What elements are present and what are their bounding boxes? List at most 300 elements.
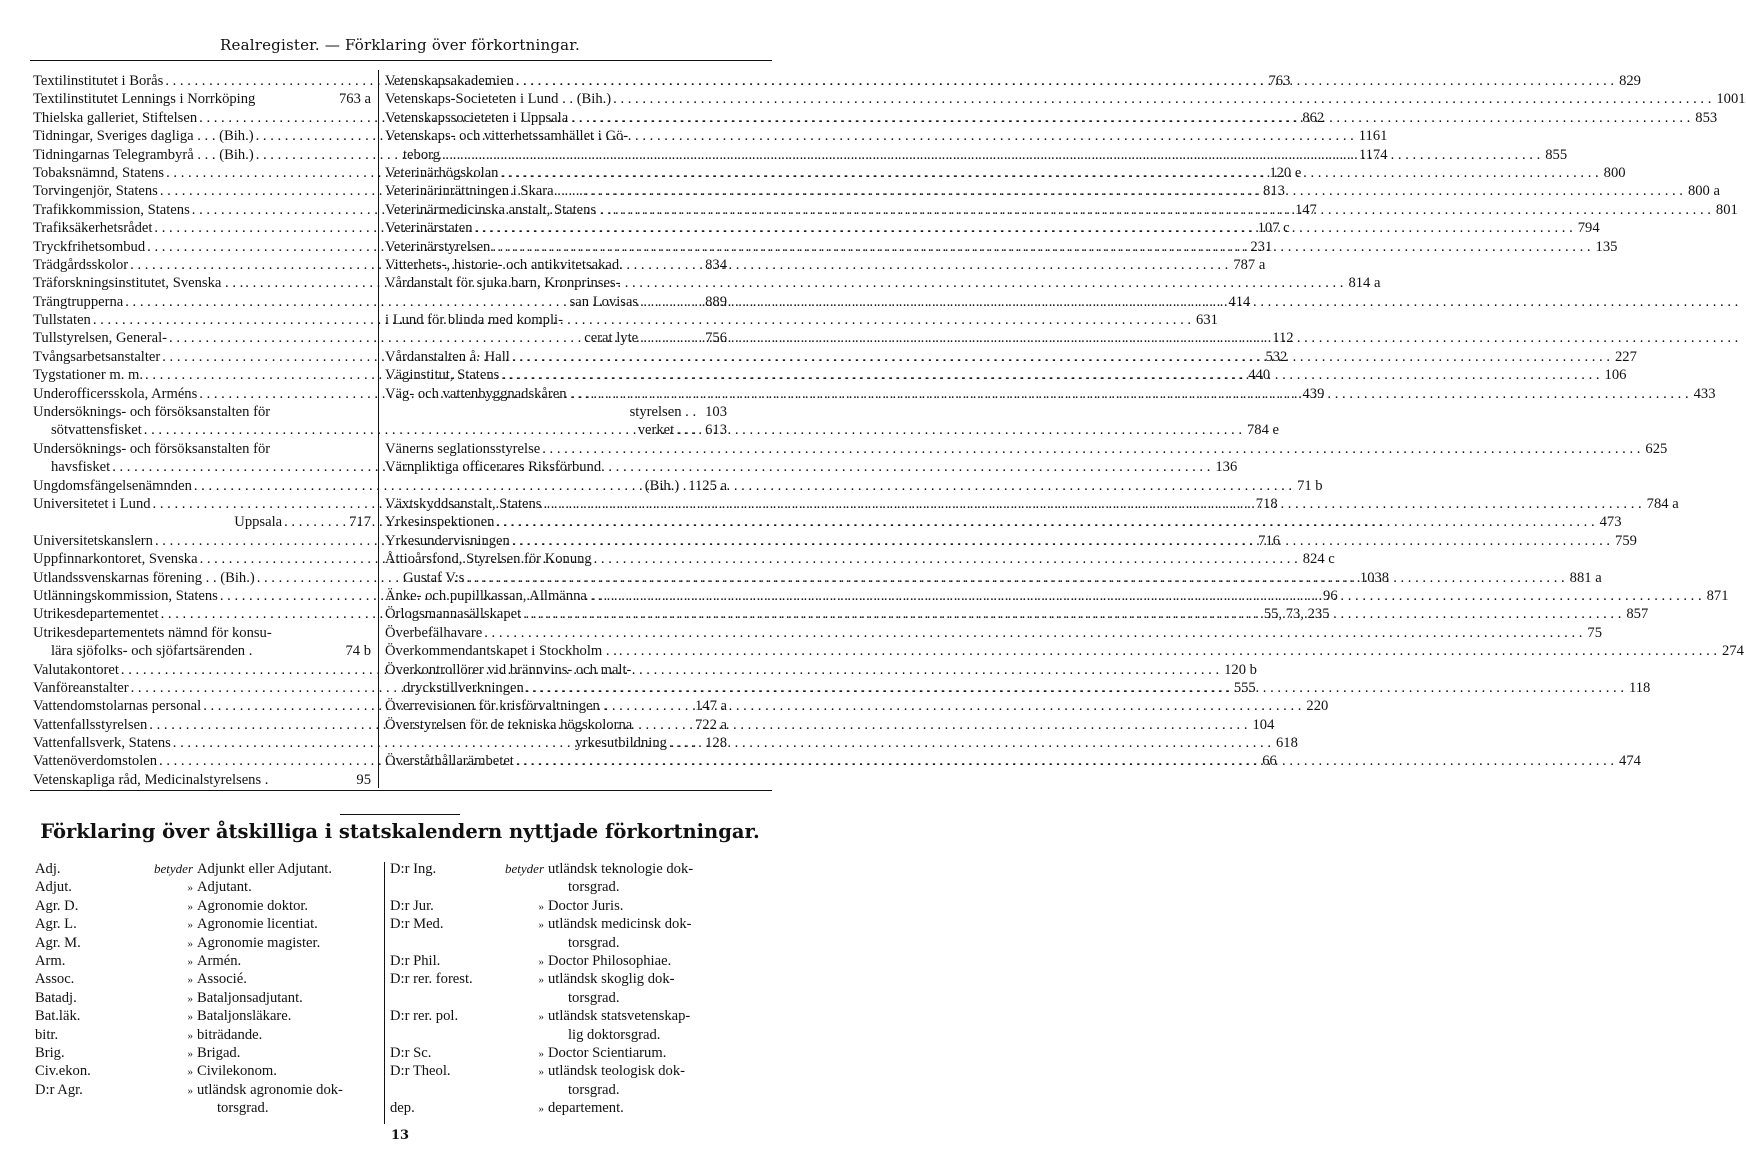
- abbreviation-row: [35, 860, 380, 878]
- abbreviation-row: [35, 897, 380, 915]
- entry-name: yrkesutbildning . . . .: [575, 735, 697, 752]
- abbreviation: D:r Jur.: [390, 897, 434, 914]
- abbreviation: D:r Theol.: [390, 1063, 451, 1080]
- leader-dots: [510, 348, 1612, 366]
- entry-name: i Lund för blinda med kompli-: [385, 312, 563, 329]
- entry-name: Väginstitut, Statens: [385, 367, 500, 384]
- entry-page: 618: [1275, 735, 1298, 752]
- leader-dots: [201, 697, 1303, 715]
- entry-name: (Bih.): [644, 477, 680, 494]
- abbreviation: bitr.: [35, 1026, 59, 1043]
- entry-page: 1161: [1358, 128, 1388, 145]
- entry-name: Tidningarnas Telegrambyrå . . . (Bih.): [33, 146, 254, 163]
- abbreviation-meaning: departement.: [548, 1100, 624, 1117]
- entry-name: Veterinärhögskolan: [385, 164, 499, 181]
- ditto-mark: »: [187, 1029, 193, 1042]
- entry-page: 1001: [1716, 91, 1746, 108]
- entry-name: verket . . .: [637, 422, 697, 439]
- register-entry: [385, 421, 727, 439]
- abbreviation: Civ.ekon.: [35, 1063, 91, 1080]
- ditto-mark: »: [538, 1011, 544, 1024]
- abbreviations-title: Förklaring över åtskilliga i statskalendern nyttjade förkortningar.: [40, 820, 760, 843]
- leader-dots: [521, 605, 1623, 623]
- entry-name: Överrevisionen för krisförvaltningen .: [385, 698, 608, 715]
- abbreviation-meaning: utländsk statsvetenskap-: [548, 1008, 691, 1025]
- entry-name: lära sjöfolks- och sjöfartsärenden .: [51, 643, 253, 660]
- ditto-mark-cell: [115, 989, 197, 1007]
- leader-dots: [494, 513, 1596, 531]
- leader-dots: [440, 146, 1542, 164]
- abbreviation-meaning: utländsk teologisk dok-: [548, 1063, 686, 1080]
- abbreviation: [390, 1026, 498, 1044]
- ditto-mark: »: [187, 992, 193, 1005]
- ditto-mark: »: [187, 974, 193, 987]
- entry-page: 474: [1619, 753, 1641, 770]
- entry-name: Utrikesdepartementets nämnd för konsu-: [33, 624, 272, 641]
- entry-page: 103: [705, 404, 727, 421]
- ditto-mark: »: [187, 1084, 193, 1097]
- entry-page: 147 a: [694, 698, 727, 715]
- abbreviation: D:r rer. pol.: [390, 1008, 459, 1025]
- entry-page: 106: [1604, 367, 1627, 384]
- entry-page: 613: [705, 422, 727, 439]
- abbreviation: D:r Sc.: [390, 1044, 432, 1061]
- abbreviation-row: [390, 897, 735, 915]
- ditto-mark-cell: [115, 1044, 197, 1062]
- entry-page: 147: [1294, 201, 1317, 218]
- ditto-mark: »: [538, 919, 544, 932]
- ditto-mark-cell: [498, 952, 548, 970]
- leader-dots: [498, 164, 1600, 182]
- abbreviation: Assoc.: [35, 971, 75, 988]
- entry-page: 1038: [1359, 569, 1390, 586]
- abbreviation: Batadj.: [35, 989, 77, 1006]
- ditto-mark-cell: [115, 934, 197, 952]
- ditto-mark-cell: [498, 1007, 548, 1025]
- ditto-mark: »: [187, 1011, 193, 1024]
- entry-name: Vitterhets-, historie- och antikvitetsakad.: [385, 256, 623, 273]
- ditto-mark: »: [538, 900, 544, 913]
- abbreviation-meaning: Doctor Philosophiae.: [548, 952, 672, 969]
- entry-page: 857: [1626, 606, 1649, 623]
- entry-page: 107 c: [1257, 220, 1290, 237]
- entry-name: Undersöknings- och försöksanstalten för: [33, 440, 271, 457]
- ditto-mark-cell: [115, 970, 197, 988]
- entry-name: Vårdanstalten å· Hall: [385, 348, 510, 365]
- ditto-mark: »: [187, 900, 193, 913]
- abbreviation-row: [35, 952, 380, 970]
- entry-page: 74 b: [345, 643, 371, 660]
- blank-cell: [498, 1081, 548, 1099]
- blank-cell: [498, 878, 548, 896]
- register-entry: [385, 440, 1668, 458]
- entry-name: Uppsala: [234, 514, 283, 531]
- register-entry: [385, 513, 1622, 531]
- entry-name: Tidningar, Sveriges dagliga . . . (Bih.): [33, 128, 254, 145]
- abbreviation: [390, 1081, 498, 1099]
- entry-page: 722 a: [694, 716, 727, 733]
- entry-name: Veterinärstyrelsen: [385, 238, 491, 255]
- blank-cell: [115, 1099, 197, 1117]
- entry-page: 227: [1615, 348, 1637, 365]
- entry-name: Tryckfrihetsombud: [33, 238, 146, 255]
- abbreviation-meaning: Adjunkt eller Adjutant.: [197, 861, 332, 877]
- entry-page: 759: [1615, 532, 1637, 549]
- leader-dots: [524, 679, 1626, 697]
- register-entry: [33, 90, 371, 108]
- abbreviation-meaning: Associé.: [197, 971, 247, 988]
- abbreviation-meaning: Civilekonom.: [197, 1063, 277, 1080]
- ditto-mark-cell: [498, 1099, 548, 1117]
- leader-dots: [490, 238, 1592, 256]
- register-entry: [33, 513, 371, 531]
- abbreviation-row: [390, 915, 735, 933]
- entry-page: 274: [1722, 643, 1744, 660]
- leader-dots: [514, 752, 1616, 770]
- entry-page: 784 e: [1246, 422, 1280, 439]
- leader-dots: [192, 477, 1294, 495]
- abbreviations-column-left: [35, 860, 380, 1117]
- abbreviation-row: [390, 970, 735, 988]
- blank-cell: [498, 1026, 548, 1044]
- leader-dots: [588, 385, 1690, 403]
- register-entry: [385, 403, 727, 421]
- ditto-mark: »: [538, 955, 544, 968]
- entry-name: Trädgårdsskolor: [33, 256, 129, 273]
- ditto-mark-cell: [115, 878, 197, 896]
- entry-name: Vetenskapliga råd, Medicinalstyrelsens .: [33, 771, 269, 788]
- entry-name: Överstyrelsen för de tekniska högskolorna: [385, 716, 633, 733]
- entry-page: 800 a: [1687, 183, 1720, 200]
- abbreviation-row: [35, 915, 380, 933]
- abbreviation-meaning: Agronomie magister.: [197, 934, 321, 951]
- entry-page: 800: [1603, 164, 1626, 181]
- entry-page: 829: [1619, 73, 1641, 89]
- abbreviation-meaning: Doctor Scientiarum.: [548, 1044, 667, 1061]
- abbreviation: D:r Med.: [390, 916, 444, 933]
- entry-name: Örlogsmannasällskapet: [385, 606, 522, 623]
- abbreviation: [35, 1099, 115, 1117]
- entry-page: 118: [1628, 679, 1651, 696]
- entry-name: Trängtrupperna: [33, 293, 124, 310]
- entry-name: Änke- och pupillkassan, Allmänna . .: [385, 587, 602, 604]
- abbreviation: Brig.: [35, 1044, 65, 1061]
- register-entry: [33, 403, 371, 421]
- leader-dots: [482, 624, 1584, 642]
- entry-page: 834: [705, 256, 727, 273]
- entry-page: 231: [1250, 238, 1273, 255]
- entry-page: 763: [1268, 73, 1291, 89]
- abbreviation-meaning: Armén.: [197, 952, 242, 969]
- register-entry: [385, 311, 727, 329]
- ditto-mark: »: [187, 937, 193, 950]
- ditto-mark: »: [538, 1103, 544, 1116]
- entry-page: 433: [1693, 385, 1716, 402]
- entry-name: Tullstyrelsen, General-: [33, 330, 168, 347]
- entry-page: 55, 73, 235: [1263, 606, 1330, 623]
- leader-dots: [514, 72, 1616, 90]
- leader-dots: [601, 587, 1703, 605]
- entry-name: havsfisket: [51, 459, 111, 476]
- short-rule: [340, 814, 460, 815]
- ditto-mark-cell: [498, 915, 548, 933]
- entry-name: sötvattensfisket: [51, 422, 142, 439]
- abbreviation: D:r Agr.: [35, 1081, 83, 1098]
- entry-page: 120 e: [1269, 164, 1302, 181]
- abbreviation-meaning: Adjutant.: [197, 879, 252, 896]
- abbreviation-meaning: Bataljonsläkare.: [197, 1008, 292, 1025]
- leader-dots: [590, 109, 1692, 127]
- abbreviation-meaning: utländsk skoglig dok-: [548, 971, 675, 988]
- entry-name: cerat lyte: [584, 330, 639, 347]
- abbreviation-meaning: torsgrad.: [568, 1081, 620, 1098]
- abbreviation-row: [35, 989, 380, 1007]
- abbreviation: Agr. D.: [35, 897, 79, 914]
- abbreviation-row: [390, 1026, 735, 1044]
- entry-name: Trafiksäkerhetsrådet: [33, 220, 153, 237]
- entry-name: Valutakontoret: [33, 661, 119, 678]
- abbreviation-row: [35, 1026, 380, 1044]
- abbreviations-column-right: [390, 860, 735, 1117]
- entry-name: Textilinstitutet i Borås: [33, 73, 164, 89]
- entry-name: Tvångsarbetsanstalter: [33, 348, 161, 365]
- register-entry: [385, 127, 727, 145]
- entry-page: 756: [705, 330, 727, 347]
- entry-name: Ungdomsfängelsenämnden: [33, 477, 192, 494]
- page-number: 13: [390, 1128, 410, 1143]
- leader-dots: [611, 201, 1713, 219]
- ditto-mark-cell: [498, 1044, 548, 1062]
- entry-name: Undersöknings- och försöksanstalten för: [33, 404, 271, 421]
- abbreviation-row: [390, 989, 735, 1007]
- register-entry: [385, 734, 727, 752]
- abbreviation-row: [35, 1099, 380, 1117]
- abbreviation: [390, 878, 498, 896]
- abbreviation-meaning: torsgrad.: [568, 934, 620, 951]
- entry-name: Vattenfallsstyrelsen: [33, 716, 148, 733]
- entry-name: Thielska galleriet, Stiftelsen: [33, 109, 198, 126]
- abbreviation: D:r rer. forest.: [390, 971, 473, 988]
- blank-cell: [498, 934, 548, 952]
- abbreviation: [390, 934, 498, 952]
- ditto-mark: »: [187, 1047, 193, 1060]
- entry-name: Värnpliktiga officerares Riksförbund: [385, 459, 602, 476]
- register-entry: [385, 274, 727, 292]
- entry-name: Vetenskapsakademien: [385, 73, 514, 89]
- entry-name: san Lovisas: [569, 293, 639, 310]
- register-entry: [33, 440, 371, 458]
- abbreviation-meaning: Brigad.: [197, 1044, 241, 1061]
- abbreviation-row: [390, 1062, 735, 1080]
- abbreviation-meaning: utländsk agronomie dok-: [197, 1081, 343, 1098]
- entry-page: 855: [1545, 146, 1568, 163]
- register-entry: [33, 771, 371, 789]
- ditto-mark: »: [538, 974, 544, 987]
- register-entry: [385, 642, 1744, 660]
- entry-name: teborg: [403, 146, 441, 163]
- entry-name: Överbefälhavare: [385, 624, 483, 641]
- entry-name: Vetenskaps- och vitterhetssamhället i Gö-: [385, 128, 629, 145]
- entry-page: 871: [1706, 587, 1729, 604]
- entry-page: 824 c: [1302, 551, 1335, 568]
- leader-dots: [638, 329, 702, 347]
- entry-name: Väg- och vattenbyggnadskåren . . .: [385, 385, 589, 402]
- abbreviation-row: [390, 1007, 735, 1025]
- abbreviations-divider: [384, 862, 385, 1124]
- abbreviation-meaning: Bataljonsadjutant.: [197, 989, 303, 1006]
- entry-page: 716: [1258, 532, 1281, 549]
- entry-name: Vänerns seglationsstyrelse: [385, 440, 541, 457]
- leader-dots: [282, 513, 346, 531]
- register-entry: [385, 256, 727, 274]
- header-rule: [30, 60, 772, 61]
- entry-name: Universitetskanslern: [33, 532, 153, 549]
- entry-page: 532: [1265, 348, 1288, 365]
- entry-page: 801: [1715, 201, 1738, 218]
- entry-page: 862: [1302, 109, 1325, 126]
- entry-name: Utrikesdepartementet: [33, 606, 159, 623]
- register-entry: [33, 642, 371, 660]
- entry-name: Vetenskapssocieteten i Uppsala . . .: [385, 109, 591, 126]
- entry-name: Vetenskaps-Societeten i Lund . . (Bih.): [385, 91, 612, 108]
- entry-page: 787 a: [1233, 256, 1266, 273]
- abbreviation-row: [390, 1044, 735, 1062]
- entry-name: Vattenfallsverk, Statens: [33, 735, 171, 752]
- entry-page: 555: [1233, 679, 1256, 696]
- abbreviation-meaning: utländsk teknologie dok-: [548, 861, 694, 877]
- register-entry: [385, 329, 727, 347]
- abbreviation-meaning: Agronomie doktor.: [197, 897, 309, 914]
- abbreviation-row: [390, 878, 735, 896]
- entry-page: 473: [1599, 514, 1622, 531]
- leader-dots: [464, 569, 1566, 587]
- entry-page: 66: [1262, 753, 1277, 770]
- leader-dots: [611, 90, 1713, 108]
- register-entry: [33, 624, 371, 642]
- entry-page: 631: [1196, 312, 1218, 329]
- betyder-label: betyder: [505, 861, 544, 876]
- entry-name: Gustaf V:s: [403, 569, 465, 586]
- leader-dots: [638, 293, 702, 311]
- leader-dots: [583, 182, 1685, 200]
- abbreviation-meaning: utländsk medicinsk dok-: [548, 916, 692, 933]
- entry-name: Överkontrollörer vid brännvins- och malt-: [385, 661, 632, 678]
- entry-page: 135: [1595, 238, 1618, 255]
- ditto-mark-cell: [115, 1026, 197, 1044]
- register-entry: [385, 697, 727, 715]
- abbreviation-row: [35, 1062, 380, 1080]
- entry-page: 220: [1306, 698, 1329, 715]
- entry-name: Torvingenjör, Statens: [33, 183, 158, 200]
- ditto-mark-cell: [115, 915, 197, 933]
- leader-dots: [510, 532, 1612, 550]
- abbreviation-meaning: torsgrad.: [568, 989, 620, 1006]
- ditto-mark: »: [538, 1066, 544, 1079]
- leader-dots: [499, 366, 1601, 384]
- entry-page: 75: [1587, 624, 1603, 641]
- entry-page: 794: [1577, 220, 1600, 237]
- entry-page: 104: [1252, 716, 1275, 733]
- leader-dots: [540, 440, 1642, 458]
- abbreviation-row: [390, 934, 735, 952]
- abbreviation-row: [35, 1007, 380, 1025]
- entry-name: Tobaksnämnd, Statens: [33, 164, 165, 181]
- register-entry: [385, 624, 1603, 642]
- entry-page: 814 a: [1348, 275, 1381, 292]
- ditto-mark: »: [187, 882, 193, 895]
- abbreviation: dep.: [390, 1100, 415, 1117]
- ditto-mark-cell: [115, 1081, 197, 1099]
- abbreviation-row: [35, 878, 380, 896]
- betyder-label: betyder: [154, 861, 193, 876]
- entry-page: 889: [705, 293, 727, 310]
- register-entry: [385, 458, 727, 476]
- entry-page: 717: [349, 514, 371, 531]
- entry-page: 813: [1263, 183, 1285, 200]
- entry-name: Utlänningskommission, Statens: [33, 587, 218, 604]
- entry-page: 881 a: [1569, 569, 1602, 586]
- entry-page: 625: [1645, 440, 1668, 457]
- entry-name: styrelsen . .: [629, 404, 697, 421]
- abbreviation-meaning: torsgrad.: [568, 879, 620, 896]
- entry-page: 784 a: [1646, 495, 1679, 512]
- abbreviation-row: [390, 952, 735, 970]
- ditto-mark: »: [538, 1047, 544, 1060]
- abbreviation: Agr. M.: [35, 934, 81, 951]
- entry-page: 1174: [1358, 146, 1388, 163]
- entry-name: dryckstillverkningen: [403, 679, 524, 696]
- entry-name: Utlandssvenskarnas förening . . (Bih.): [33, 569, 255, 586]
- entry-name: Veterinärmedicinska anstalt, Statens . .: [385, 201, 611, 218]
- ditto-mark-cell: [498, 970, 548, 988]
- entry-page: 96: [1323, 587, 1338, 604]
- ditto-mark-cell: [498, 897, 548, 915]
- entry-name: Åttioårsfond, Styrelsen för Konung: [385, 551, 592, 568]
- leader-dots: [198, 550, 1300, 568]
- abbreviation-row: [390, 1081, 735, 1099]
- abbreviation-meaning: Doctor Juris.: [548, 897, 624, 914]
- page-header: Realregister. — Förklaring över förkortningar.: [220, 36, 580, 54]
- abbreviation-row: [390, 1099, 735, 1117]
- entry-name: Vanföreanstalter: [33, 679, 129, 696]
- entry-name: Tullstaten: [33, 312, 91, 329]
- entry-name: Växtskyddsanstalt, Statens: [385, 495, 542, 512]
- leader-dots: [473, 219, 1575, 237]
- entry-name: Yrkesinspektionen: [385, 514, 495, 531]
- entry-name: Veterinärinrättningen i Skara . . . .: [385, 183, 583, 200]
- abbreviation: [390, 989, 498, 1007]
- abbreviation-row: [35, 1044, 380, 1062]
- abbreviation-meaning: lig doktorsgrad.: [568, 1026, 661, 1043]
- entry-name: Underofficersskola, Arméns: [33, 385, 198, 402]
- register-entry: [385, 661, 727, 679]
- entry-name: Träforskningsinstitutet, Svenska . . .: [33, 275, 244, 292]
- entry-name: Vattenöverdomstolen: [33, 753, 158, 770]
- entry-name: Överståthållarämbetet: [385, 753, 514, 770]
- abbreviation-meaning: biträdande.: [197, 1026, 263, 1043]
- register-entry: [385, 90, 1746, 108]
- abbreviation: Bat.läk.: [35, 1008, 81, 1025]
- ditto-mark-cell: [115, 952, 197, 970]
- ditto-mark: »: [187, 955, 193, 968]
- entry-name: Universitetet i Lund: [33, 495, 151, 512]
- entry-name: Veterinärstaten: [385, 220, 473, 237]
- entry-name: Vårdanstalt för sjuka barn, Kronprinses-: [385, 275, 621, 292]
- entry-page: 440: [1248, 367, 1271, 384]
- ditto-mark-cell: [115, 1007, 197, 1025]
- abbreviation-meaning: torsgrad.: [217, 1100, 269, 1117]
- abbreviation-row: [35, 934, 380, 952]
